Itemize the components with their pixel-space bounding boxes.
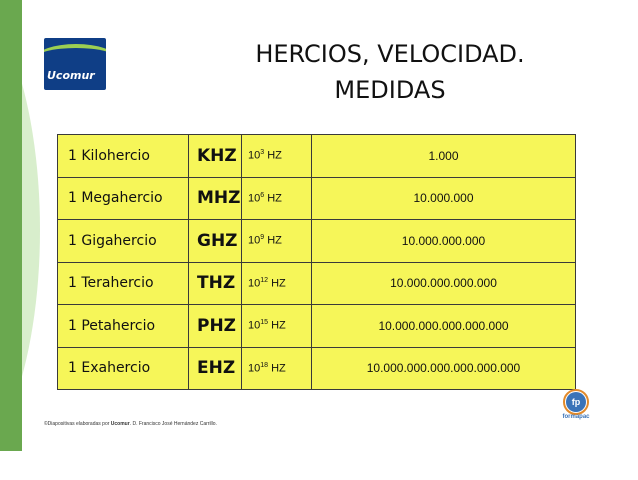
power-exponent: 3 xyxy=(260,149,265,157)
power-unit: HZ xyxy=(271,362,286,375)
unit-value: 10.000.000.000.000 xyxy=(312,262,576,305)
logo-text: Ucomur xyxy=(47,69,95,82)
formapac-logo xyxy=(556,392,596,424)
power-exponent: 9 xyxy=(260,234,265,242)
unit-power xyxy=(242,262,312,305)
unit-name: 1 Terahercio xyxy=(58,262,189,305)
unit-power xyxy=(242,347,312,390)
footer-credit xyxy=(44,421,217,427)
unit-symbol: GHZ xyxy=(189,220,242,263)
title-line-2: MEDIDAS xyxy=(334,76,446,104)
title-line-1: HERCIOS, VELOCIDAD. xyxy=(255,40,525,68)
power-base: 10 xyxy=(248,192,261,205)
unit-power xyxy=(242,177,312,220)
unit-power xyxy=(242,135,312,178)
unit-symbol: THZ xyxy=(189,262,242,305)
unit-value: 10.000.000.000 xyxy=(312,220,576,263)
fp-logo-name: formapac xyxy=(562,414,590,420)
power-unit: HZ xyxy=(271,277,286,290)
unit-symbol: PHZ xyxy=(189,305,242,348)
table-row xyxy=(58,347,576,390)
unit-value: 10.000.000 xyxy=(312,177,576,220)
frequency-units-table xyxy=(57,134,576,390)
unit-name: 1 Megahercio xyxy=(58,177,189,220)
fp-mark-icon: fp xyxy=(566,392,586,412)
ucomur-logo xyxy=(44,38,106,90)
table-row xyxy=(58,220,576,263)
footer-org: Ucomur xyxy=(110,421,130,427)
unit-value: 1.000 xyxy=(312,135,576,178)
unit-name: 1 Petahercio xyxy=(58,305,189,348)
power-unit: HZ xyxy=(267,235,282,248)
table-row xyxy=(58,177,576,220)
slide-title xyxy=(170,36,610,108)
unit-value: 10.000.000.000.000.000.000 xyxy=(312,347,576,390)
power-unit: HZ xyxy=(267,150,282,163)
power-exponent: 6 xyxy=(260,191,265,199)
unit-symbol: KHZ xyxy=(189,135,242,178)
unit-symbol: MHZ xyxy=(189,177,242,220)
power-unit: HZ xyxy=(267,192,282,205)
table-row xyxy=(58,305,576,348)
unit-symbol: EHZ xyxy=(189,347,242,390)
table-row xyxy=(58,262,576,305)
power-base: 10 xyxy=(248,150,261,163)
power-exponent: 18 xyxy=(260,361,269,369)
footer-suffix: . D. Francisco José Hernández Carrillo. xyxy=(129,421,217,427)
unit-value: 10.000.000.000.000.000 xyxy=(312,305,576,348)
power-base: 10 xyxy=(248,235,261,248)
table-row xyxy=(58,135,576,178)
unit-power xyxy=(242,305,312,348)
power-base: 10 xyxy=(248,362,261,375)
left-decorative-stripe xyxy=(0,0,22,451)
unit-power xyxy=(242,220,312,263)
power-unit: HZ xyxy=(271,320,286,333)
unit-name: 1 Exahercio xyxy=(58,347,189,390)
power-exponent: 15 xyxy=(260,319,269,327)
logo-swoosh-icon xyxy=(44,44,106,72)
footer-prefix: ©Diapositivas elaboradas por xyxy=(44,421,110,427)
power-base: 10 xyxy=(248,277,261,290)
unit-name: 1 Kilohercio xyxy=(58,135,189,178)
unit-name: 1 Gigahercio xyxy=(58,220,189,263)
power-exponent: 12 xyxy=(260,276,269,284)
power-base: 10 xyxy=(248,320,261,333)
